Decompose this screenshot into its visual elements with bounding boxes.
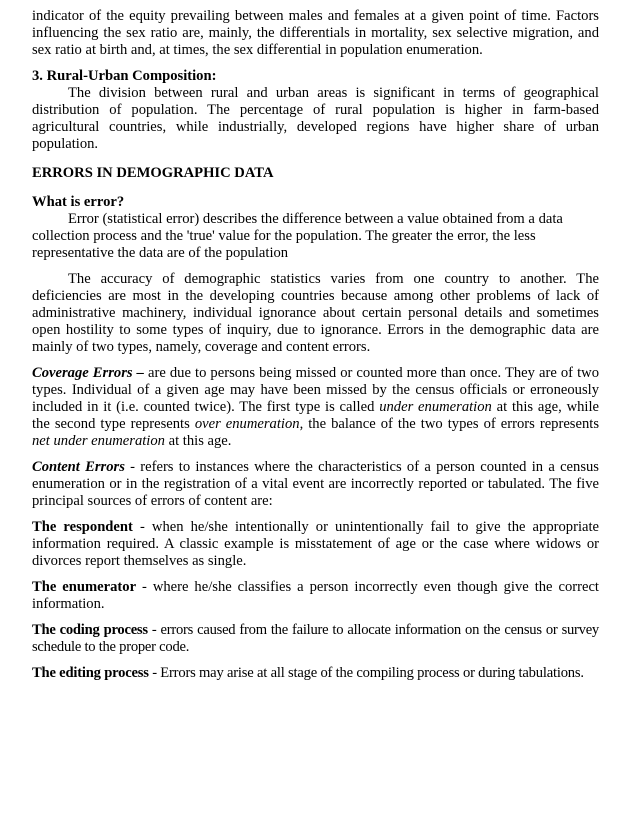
respondent-text: - when he/she intentionally or unintentionally fail to give the appropriate information required. A classic example is misstatement of age or the case where widows or divorces report themselves as single. bbox=[32, 519, 600, 569]
coverage-text-3: , the balance of the two types of errors represents bbox=[299, 416, 599, 432]
coverage-errors-term: Coverage Errors – bbox=[32, 365, 144, 381]
coding-text: - errors caused from the failure to allocate information on the census or survey schedule to the proper code. bbox=[32, 622, 599, 655]
respondent-term: The respondent bbox=[32, 519, 133, 535]
enumerator-term: The enumerator bbox=[32, 579, 137, 595]
coverage-errors-paragraph bbox=[32, 365, 599, 450]
what-is-error-paragraph: Error (statistical error) describes the difference between a value obtained from a data collection process and the 'true' value for the population. The greater the error, the less representative the data are of the population bbox=[32, 211, 563, 261]
coverage-text-2: at this age, while the second type represents bbox=[32, 399, 599, 432]
coverage-em-1: under enumeration bbox=[379, 399, 492, 415]
enumerator-text: - where he/she classifies a person incorrectly even though give the correct information. bbox=[32, 579, 599, 612]
rural-urban-paragraph: The division between rural and urban areas is significant in terms of geographical distribution of population. The percentage of rural population is higher in farm-based agricultural countries, while industrially, developed regions have higher share of urban population. bbox=[32, 85, 599, 152]
what-is-error-heading: What is error? bbox=[32, 194, 125, 210]
coverage-em-2: over enumeration bbox=[194, 416, 300, 432]
content-errors-text: - refers to instances where the characteristics of a person counted in a census enumeration or in the registration of a vital event are incorrectly reported or tabulated. The five principal sources of errors of content are: bbox=[32, 459, 599, 509]
accuracy-paragraph: The accuracy of demographic statistics varies from one country to another. The deficiencies are most in the developing countries because among other problems of lack of administrative machinery, individual ignorance about certain personal details and sometimes open hostility to some types of inquiry, due to ignorance. Errors in the demographic data are mainly of two types, namely, coverage and content errors. bbox=[32, 271, 599, 355]
coding-paragraph bbox=[32, 622, 599, 656]
coverage-text-1: are due to persons being missed or counted more than once. They are of two types. Individual of a given age may have been missed by the census officials or erroneously included in it (i.e. counted twice). The first type is called bbox=[32, 365, 599, 415]
sex-ratio-paragraph: indicator of the equity prevailing between males and females at a given point of time. Factors influencing the sex ratio are, mainly, the differentials in mortality, sex selective migration, and sex ratio at birth and, at times, the sex differential in population enumeration. bbox=[32, 8, 599, 58]
respondent-paragraph bbox=[32, 519, 599, 570]
enumerator-paragraph bbox=[32, 579, 599, 613]
editing-text: - Errors may arise at all stage of the compiling process or during tabulations. bbox=[148, 665, 584, 681]
content-errors-paragraph bbox=[32, 459, 599, 510]
coverage-text-4: at this age. bbox=[164, 433, 232, 449]
coverage-em-3: net under enumeration bbox=[32, 433, 165, 449]
editing-paragraph bbox=[32, 665, 599, 682]
rural-urban-heading: 3. Rural-Urban Composition: bbox=[32, 68, 217, 84]
coding-term: The coding process bbox=[32, 622, 148, 638]
editing-term: The editing process bbox=[32, 665, 149, 681]
errors-section-heading: ERRORS IN DEMOGRAPHIC DATA bbox=[32, 165, 274, 181]
content-errors-term: Content Errors bbox=[32, 459, 125, 475]
